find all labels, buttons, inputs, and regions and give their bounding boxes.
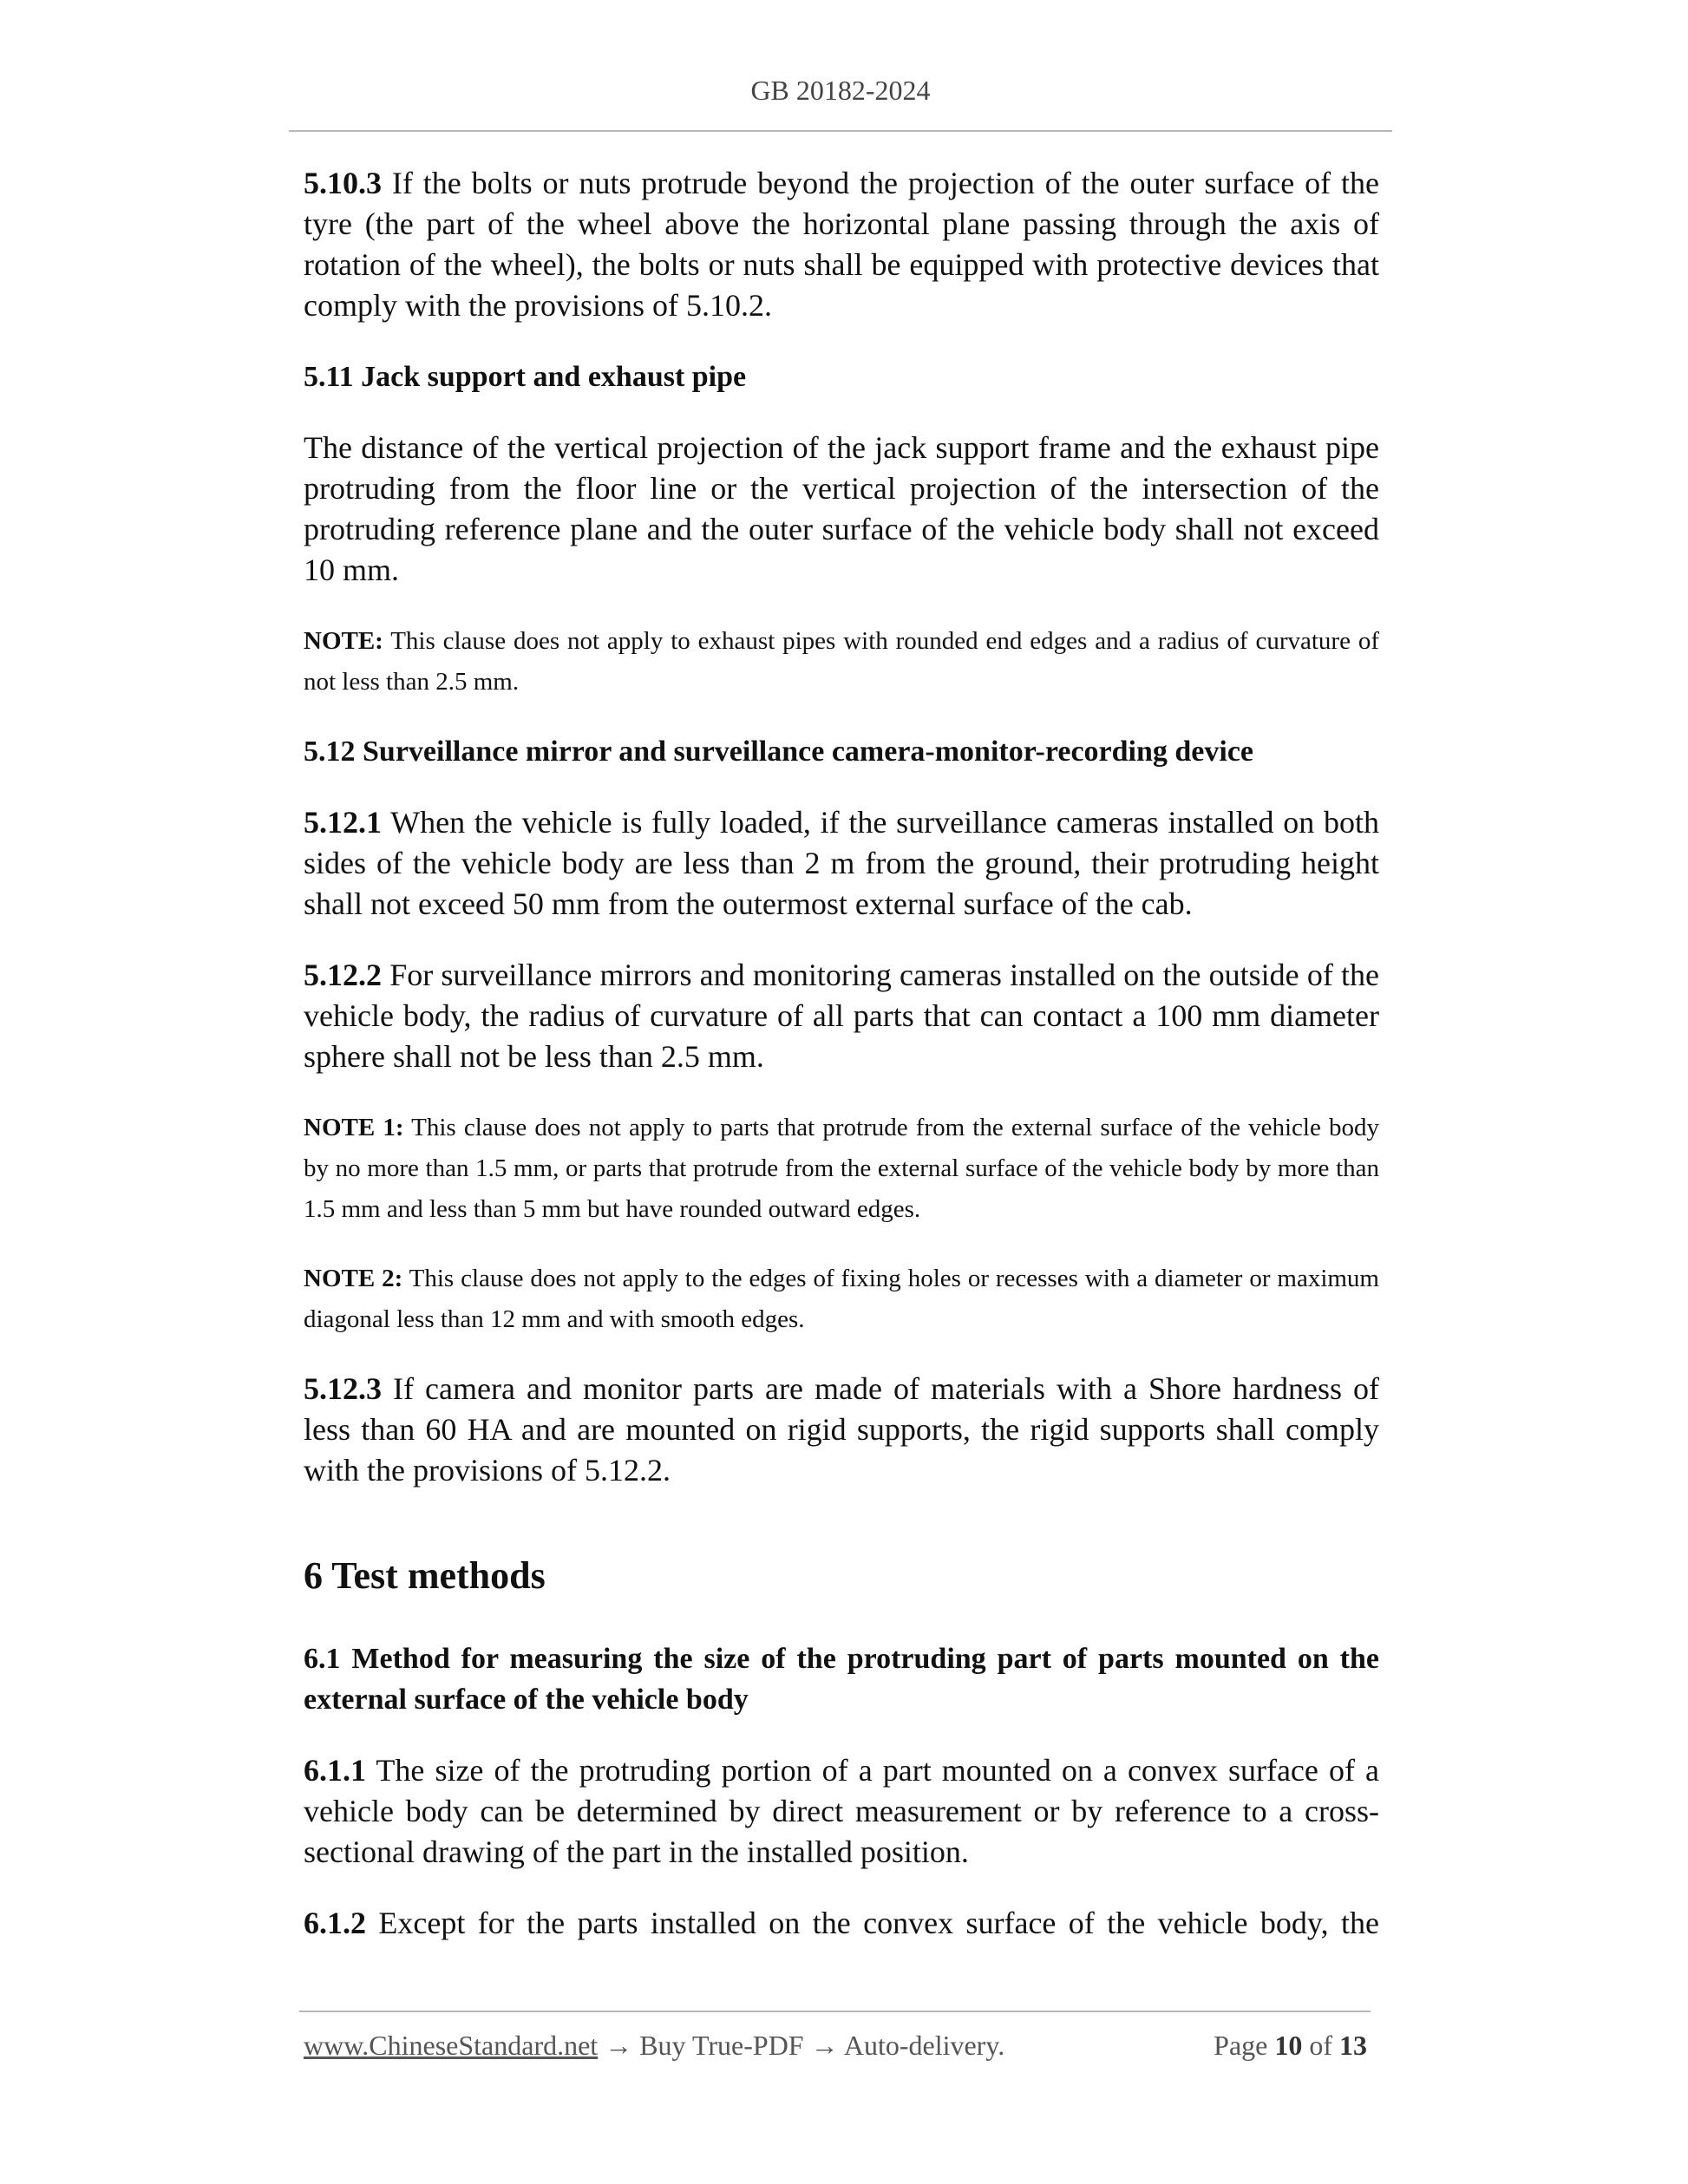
clause-text: When the vehicle is fully loaded, if the surveillance cameras installed on both sides of the vehicle body are less than 2 m from the ground, their protruding height shall not exceed 50 mm from the outermost external surface of the cab. bbox=[304, 805, 1379, 921]
arrow-right-icon: → bbox=[810, 2030, 839, 2061]
auto-delivery-text: Auto-delivery. bbox=[838, 2030, 1005, 2061]
page-body bbox=[304, 163, 1379, 1974]
website-link[interactable]: www.ChineseStandard.net bbox=[304, 2030, 599, 2061]
note-1-5-12-2 bbox=[304, 1108, 1379, 1230]
of-label: of bbox=[1309, 2030, 1332, 2061]
footer-divider bbox=[299, 2011, 1371, 2012]
clause-5-10-3 bbox=[304, 163, 1379, 326]
clause-text: Except for the parts installed on the convex surface of the vehicle body, the bbox=[366, 1906, 1379, 1940]
clause-number: 5.10.3 bbox=[304, 166, 382, 200]
running-header bbox=[289, 75, 1392, 107]
section-heading-6-1: 6.1 Method for measuring the size of the protruding part of parts mounted on the external surface of the vehicle body bbox=[304, 1643, 1379, 1716]
chapter-heading-6: 6 Test methods bbox=[304, 1554, 546, 1597]
clause-text: For surveillance mirrors and monitoring cameras installed on the outside of the vehicle body, the radius of curvature of all parts that can contact a 100 mm diameter sphere shall not be less than 2.5 mm. bbox=[304, 958, 1379, 1074]
clause-number: 5.12.3 bbox=[304, 1371, 382, 1406]
note-text: This clause does not apply to the edges of fixing holes or recesses with a diameter or maximum diagonal less than 12 mm and with smooth edges. bbox=[304, 1265, 1379, 1333]
header-divider bbox=[289, 130, 1392, 132]
buy-pdf-text: Buy True-PDF bbox=[632, 2030, 811, 2061]
document-code: GB 20182-2024 bbox=[750, 75, 931, 106]
section-heading-5-12: 5.12 Surveillance mirror and surveillance camera-monitor-recording device bbox=[304, 736, 1254, 768]
total-pages: 13 bbox=[1339, 2030, 1367, 2061]
page-label: Page bbox=[1214, 2030, 1268, 2061]
note-text: This clause does not apply to parts that protrude from the external surface of the vehicle body by no more than 1.5 mm, or parts that protrude from the external surface of the vehicle body by more than 1.5 mm and less than 5 mm but have rounded outward edges. bbox=[304, 1114, 1380, 1223]
section-heading-5-11: 5.11 Jack support and exhaust pipe bbox=[304, 361, 747, 393]
clause-5-11-text bbox=[304, 428, 1379, 591]
note-label: NOTE: bbox=[304, 627, 383, 655]
note-label: NOTE 2: bbox=[304, 1265, 403, 1292]
clause-text: If camera and monitor parts are made of materials with a Shore hardness of less than 60 HA and are mounted on rigid supports, the rigid supports shall comply with the provisions of 5.12.2. bbox=[304, 1371, 1379, 1488]
page-number bbox=[1214, 2030, 1367, 2062]
note-5-11 bbox=[304, 621, 1379, 703]
clause-5-12-3 bbox=[304, 1369, 1379, 1491]
clause-number: 5.12.2 bbox=[304, 958, 382, 992]
clause-number: 6.1.1 bbox=[304, 1753, 366, 1788]
current-page: 10 bbox=[1274, 2030, 1303, 2061]
clause-number: 5.12.1 bbox=[304, 805, 382, 840]
clause-6-1-1 bbox=[304, 1750, 1379, 1873]
clause-5-12-2 bbox=[304, 955, 1379, 1077]
clause-5-12-1 bbox=[304, 802, 1379, 925]
clause-text: The size of the protruding portion of a part mounted on a convex surface of a vehicle body can be determined by direct measurement or by reference to a cross-sectional drawing of the part in the installed position. bbox=[304, 1753, 1379, 1869]
note-text: This clause does not apply to exhaust pipes with rounded end edges and a radius of curvature of not less than 2.5 mm. bbox=[304, 627, 1379, 696]
clause-number: 6.1.2 bbox=[304, 1906, 366, 1940]
note-label: NOTE 1: bbox=[304, 1114, 404, 1141]
clause-text: The distance of the vertical projection of the jack support frame and the exhaust pipe protruding from the floor line or the vertical projection of the intersection of the protruding reference plane and the outer surface of the vehicle body shall not exceed 10 mm. bbox=[304, 430, 1379, 587]
arrow-right-icon: → bbox=[605, 2030, 633, 2061]
footer-promo bbox=[304, 2030, 1004, 2062]
clause-6-1-2 bbox=[304, 1903, 1379, 1944]
clause-text: If the bolts or nuts protrude beyond the projection of the outer surface of the tyre (the part of the wheel above the horizontal plane passing through the axis of rotation of the wheel), the bolts or nuts shall be equipped with protective devices that comply with the provisions of 5.10.2. bbox=[304, 166, 1379, 323]
note-2-5-12-2 bbox=[304, 1259, 1379, 1340]
